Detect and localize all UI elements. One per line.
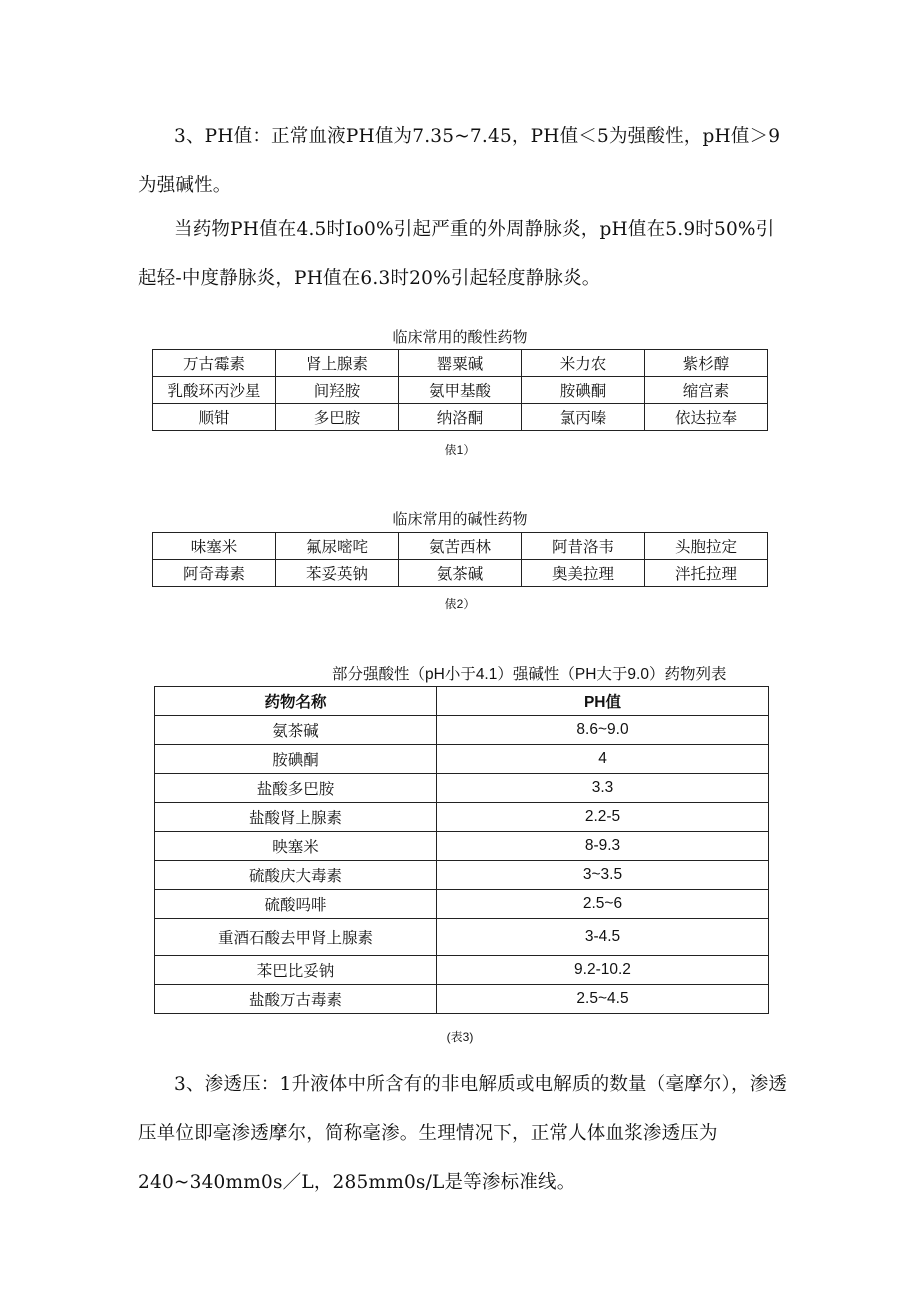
table-cell: 氟尿嘧咤: [276, 533, 399, 560]
table-row: [153, 350, 768, 377]
drug-name-cell: 映塞米: [155, 832, 437, 861]
table-cell: 间羟胺: [276, 377, 399, 404]
table-cell: 缩宫素: [645, 377, 768, 404]
table-row: [155, 890, 769, 919]
column-header-drug-name: 药物名称: [155, 687, 437, 716]
table-row: [155, 803, 769, 832]
table-cell: 万古霉素: [153, 350, 276, 377]
table-cell: 米力农: [522, 350, 645, 377]
table-cell: 纳洛酮: [399, 404, 522, 431]
table-row: [155, 861, 769, 890]
table-cell: 罂粟碱: [399, 350, 522, 377]
table2-title: 临床常用的碱性药物: [392, 511, 528, 528]
table-cell: 阿奇毒素: [153, 560, 276, 587]
ph-value-cell: 3~3.5: [437, 861, 769, 890]
ph-phlebitis-paragraph: 当药物PH值在4.5时Io0%引起严重的外周静脉炎，pH值在5.9时50%引起轻-中度静脉炎，PH值在6.3时20%引起轻度静脉炎。: [138, 219, 775, 289]
table-cell: 苯妥英钠: [276, 560, 399, 587]
table-cell: 味塞米: [153, 533, 276, 560]
drug-name-cell: 盐酸肾上腺素: [155, 803, 437, 832]
table-cell: 紫杉醇: [645, 350, 768, 377]
osmotic-pressure-paragraph: 3、渗透压：1升液体中所含有的非电解质或电解质的数量（毫摩尔），渗透压单位即毫渗透摩尔，简称毫渗。生理情况下，正常人体血浆渗透压为240~340mm0s／L，285mm0s/L是等渗标准线。: [138, 1074, 788, 1193]
table-row: [153, 560, 768, 587]
ph-value-cell: 2.5~4.5: [437, 985, 769, 1014]
table-cell: 阿昔洛韦: [522, 533, 645, 560]
table-cell: 乳酸环丙沙星: [153, 377, 276, 404]
table-row: [155, 956, 769, 985]
table-cell: 泮托拉理: [645, 560, 768, 587]
drug-name-cell: 胺碘酮: [155, 745, 437, 774]
table3-note: (表3): [446, 1030, 474, 1044]
drug-name-cell: 氨茶碱: [155, 716, 437, 745]
table-row: [155, 716, 769, 745]
table-header-row: [155, 687, 769, 716]
table-cell: 依达拉奉: [645, 404, 768, 431]
drug-name-cell: 苯巴比妥钠: [155, 956, 437, 985]
table-cell: 氨甲基酸: [399, 377, 522, 404]
table1-note: 俵1）: [444, 443, 476, 457]
table-cell: 肾上腺素: [276, 350, 399, 377]
strong-ph-drugs-table: [154, 686, 769, 1014]
drug-name-cell: 硫酸吗啡: [155, 890, 437, 919]
ph-value-cell: 3.3: [437, 774, 769, 803]
drug-name-cell: 盐酸多巴胺: [155, 774, 437, 803]
table-row: [155, 745, 769, 774]
table-row: [153, 377, 768, 404]
table1-title: 临床常用的酸性药物: [392, 329, 528, 346]
ph-value-cell: 8-9.3: [437, 832, 769, 861]
ph-value-cell: 4: [437, 745, 769, 774]
ph-value-cell: 9.2-10.2: [437, 956, 769, 985]
table-cell: 氯丙嗪: [522, 404, 645, 431]
drug-name-cell: 重酒石酸去甲肾上腺素: [155, 919, 437, 956]
table-row: [155, 832, 769, 861]
table2-note: 俵2）: [444, 597, 476, 611]
ph-value-cell: 2.5~6: [437, 890, 769, 919]
ph-value-cell: 8.6~9.0: [437, 716, 769, 745]
basic-drugs-table: [152, 532, 768, 587]
drug-name-cell: 盐酸万古毒素: [155, 985, 437, 1014]
ph-value-cell: 2.2-5: [437, 803, 769, 832]
drug-name-cell: 硫酸庆大毒素: [155, 861, 437, 890]
table-cell: 多巴胺: [276, 404, 399, 431]
table3-title: 部分强酸性（pH小于4.1）强碱性（PH大于9.0）药物列表: [332, 666, 727, 683]
table-cell: 头胞拉定: [645, 533, 768, 560]
ph-value-cell: 3-4.5: [437, 919, 769, 956]
table-row: [153, 533, 768, 560]
table-cell: 胺碘酮: [522, 377, 645, 404]
table-cell: 奥美拉理: [522, 560, 645, 587]
column-header-ph-value: PH值: [437, 687, 769, 716]
acidic-drugs-table: [152, 349, 768, 431]
table-cell: 氨茶碱: [399, 560, 522, 587]
table-row: [155, 774, 769, 803]
table-row: [155, 919, 769, 956]
table-row: [153, 404, 768, 431]
table-cell: 顺钳: [153, 404, 276, 431]
table-row: [155, 985, 769, 1014]
ph-intro-paragraph: 3、PH值：正常血液PH值为7.35~7.45，PH值＜5为强酸性，pH值＞9为强碱性。: [138, 126, 781, 196]
table-cell: 氨苦西林: [399, 533, 522, 560]
